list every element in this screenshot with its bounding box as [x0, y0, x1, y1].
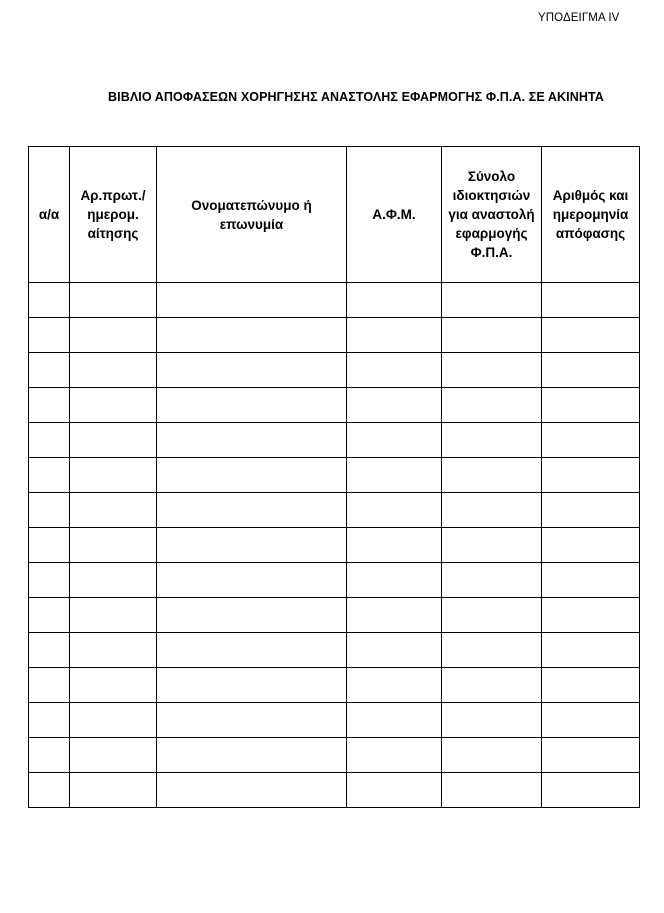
table-cell — [347, 528, 442, 563]
table-cell — [347, 563, 442, 598]
table-row — [29, 458, 640, 493]
table-cell — [442, 388, 542, 423]
table-cell — [157, 493, 347, 528]
table-cell — [542, 773, 640, 808]
table-cell — [29, 598, 70, 633]
table-row — [29, 668, 640, 703]
table-cell — [29, 633, 70, 668]
table-cell — [542, 668, 640, 703]
table-cell — [542, 493, 640, 528]
table-cell — [542, 318, 640, 353]
table-cell — [70, 563, 157, 598]
table-cell — [542, 563, 640, 598]
table-cell — [70, 703, 157, 738]
table-cell — [542, 598, 640, 633]
table-cell — [442, 703, 542, 738]
table-cell — [442, 528, 542, 563]
column-header-decision-number-date: Αριθμός και ημερομηνία απόφασης — [542, 147, 640, 283]
table-cell — [29, 563, 70, 598]
table-cell — [157, 388, 347, 423]
table-cell — [29, 318, 70, 353]
table-cell — [29, 388, 70, 423]
table-cell — [347, 353, 442, 388]
table-row — [29, 528, 640, 563]
table-cell — [347, 283, 442, 318]
document-title: ΒΙΒΛΙΟ ΑΠΟΦΑΣΕΩΝ ΧΟΡΗΓΗΣΗΣ ΑΝΑΣΤΟΛΗΣ ΕΦΑΡΜΟΓΗΣ Φ.Π.Α. ΣΕ ΑΚΙΝΗΤΑ — [108, 90, 604, 104]
table-cell — [157, 598, 347, 633]
table-row — [29, 598, 640, 633]
table-cell — [29, 493, 70, 528]
table-cell — [442, 318, 542, 353]
table-cell — [442, 738, 542, 773]
table-cell — [442, 668, 542, 703]
table-cell — [542, 423, 640, 458]
table-cell — [347, 388, 442, 423]
table-cell — [347, 458, 442, 493]
table-cell — [70, 353, 157, 388]
table-cell — [70, 458, 157, 493]
header-row — [29, 147, 640, 283]
table-cell — [442, 353, 542, 388]
table-row — [29, 423, 640, 458]
table-cell — [542, 353, 640, 388]
table-cell — [442, 493, 542, 528]
table-row — [29, 283, 640, 318]
table-cell — [29, 668, 70, 703]
table-cell — [157, 528, 347, 563]
table-row — [29, 773, 640, 808]
table-cell — [347, 668, 442, 703]
table-cell — [542, 633, 640, 668]
table-cell — [157, 773, 347, 808]
table-cell — [542, 388, 640, 423]
table-cell — [29, 773, 70, 808]
table-cell — [29, 458, 70, 493]
table-cell — [29, 283, 70, 318]
table-cell — [70, 598, 157, 633]
table-cell — [70, 318, 157, 353]
table-cell — [442, 423, 542, 458]
table-cell — [70, 773, 157, 808]
table-row — [29, 703, 640, 738]
table-cell — [29, 703, 70, 738]
table-cell — [70, 388, 157, 423]
table-cell — [157, 423, 347, 458]
column-header-name: Ονοματεπώνυμο ή επωνυμία — [157, 147, 347, 283]
table-row — [29, 633, 640, 668]
table-cell — [542, 283, 640, 318]
table-row — [29, 493, 640, 528]
table-cell — [347, 423, 442, 458]
table-cell — [157, 563, 347, 598]
table-cell — [442, 283, 542, 318]
table-body — [29, 283, 640, 808]
table-cell — [70, 423, 157, 458]
table-cell — [29, 423, 70, 458]
table-cell — [347, 773, 442, 808]
table-cell — [347, 633, 442, 668]
table-cell — [70, 633, 157, 668]
table-cell — [442, 633, 542, 668]
column-header-serial: α/α — [29, 147, 70, 283]
table-cell — [157, 458, 347, 493]
table-cell — [157, 353, 347, 388]
column-header-properties-total: Σύνολο ιδιοκτησιών για αναστολή εφαρμογής Φ.Π.Α. — [442, 147, 542, 283]
table-cell — [542, 458, 640, 493]
table-cell — [542, 738, 640, 773]
table-cell — [70, 493, 157, 528]
table-row — [29, 563, 640, 598]
column-header-protocol-date: Αρ.πρωτ./ ημερομ. αίτησης — [70, 147, 157, 283]
table-cell — [542, 703, 640, 738]
table-row — [29, 388, 640, 423]
table-cell — [442, 458, 542, 493]
table-cell — [347, 318, 442, 353]
table-cell — [157, 283, 347, 318]
table-cell — [157, 703, 347, 738]
table-row — [29, 738, 640, 773]
column-header-tax-id: Α.Φ.Μ. — [347, 147, 442, 283]
table-cell — [29, 353, 70, 388]
table-cell — [347, 598, 442, 633]
table-cell — [157, 738, 347, 773]
table-cell — [442, 563, 542, 598]
table-row — [29, 353, 640, 388]
table-cell — [70, 668, 157, 703]
table-cell — [70, 283, 157, 318]
table-cell — [157, 633, 347, 668]
table-cell — [157, 318, 347, 353]
table-cell — [347, 493, 442, 528]
table-cell — [542, 528, 640, 563]
form-label: ΥΠΟΔΕΙΓΜΑ IV — [538, 12, 620, 24]
table-cell — [70, 738, 157, 773]
table-cell — [157, 668, 347, 703]
decisions-register-table — [28, 146, 640, 808]
table-cell — [29, 738, 70, 773]
table-cell — [442, 773, 542, 808]
table-cell — [29, 528, 70, 563]
table-cell — [442, 598, 542, 633]
table-cell — [347, 738, 442, 773]
table-cell — [347, 703, 442, 738]
table-row — [29, 318, 640, 353]
table-cell — [70, 528, 157, 563]
